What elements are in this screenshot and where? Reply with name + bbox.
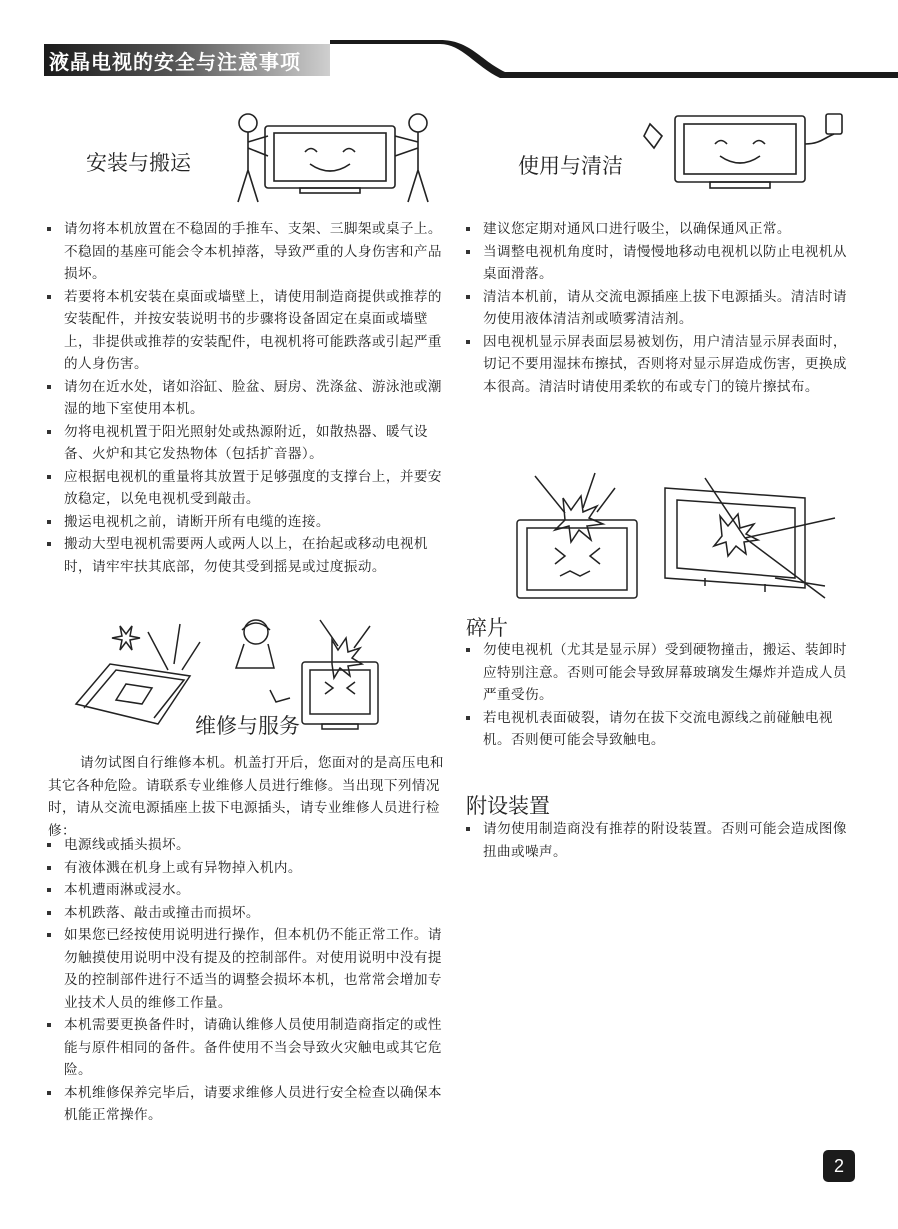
service-item: 有液体溅在机身上或有异物掉入机内。 — [46, 857, 442, 880]
cleaning-tv-illustration — [640, 104, 850, 196]
section-title-accessory: 附设装置 — [466, 794, 550, 818]
service-item: 本机需要更换备件时，请确认维修人员使用制造商指定的或性能与原件相同的备件。备件使用不当会导致火灾触电或其它危险。 — [46, 1014, 442, 1082]
accessory-item: 请勿使用制造商没有推荐的附设装置。否则可能会造成图像扭曲或噪声。 — [465, 818, 857, 863]
install-item: 若要将本机安装在桌面或墙壁上，请使用制造商提供或推荐的安装配件，并按安装说明书的步骤将设备固定在桌面或墙壁上，非提供或推荐的安装配件，电视机将可能跌落或引起严重的人身伤害。 — [46, 286, 442, 376]
use-item: 因电视机显示屏表面层易被划伤，用户清洁显示屏表面时，切记不要用湿抹布擦拭，否则将对显示屏造成伤害，更换成本很高。清洁时请使用柔软的布或专门的镜片擦拭布。 — [465, 331, 857, 399]
service-item: 本机遭雨淋或浸水。 — [46, 879, 442, 902]
section-title-debris: 碎片 — [466, 616, 508, 640]
service-list — [46, 834, 442, 1127]
header-band — [0, 0, 898, 90]
use-item: 清洁本机前，请从交流电源插座上拔下电源插头。清洁时请勿使用液体清洁剂或喷雾清洁剂。 — [465, 286, 857, 331]
section-title-install: 安装与搬运 — [86, 151, 191, 175]
install-item: 请勿将本机放置在不稳固的手推车、支架、三脚架或桌子上。不稳固的基座可能会令本机掉落，导致严重的人身伤害和产品损坏。 — [46, 218, 442, 286]
use-item: 当调整电视机角度时，请慢慢地移动电视机以防止电视机从桌面滑落。 — [465, 241, 857, 286]
section-title-service: 维修与服务 — [195, 714, 300, 738]
carrying-tv-illustration — [230, 108, 440, 204]
install-list — [46, 218, 442, 578]
accessory-list — [465, 818, 857, 863]
page-number: 2 — [823, 1150, 855, 1182]
debris-item: 勿使电视机（尤其是显示屏）受到硬物撞击，搬运、装卸时应特别注意。否则可能会导致屏幕玻璃发生爆炸并造成人员严重受伤。 — [465, 639, 857, 707]
install-item: 勿将电视机置于阳光照射处或热源附近，如散热器、暖气设备、火炉和其它发热物体（包括扩音器）。 — [46, 421, 442, 466]
debris-item: 若电视机表面破裂，请勿在拔下交流电源线之前碰触电视机。否则便可能会导致触电。 — [465, 707, 857, 752]
service-intro: 请勿试图自行维修本机。机盖打开后，您面对的是高压电和其它各种危险。请联系专业维修人员进行维修。当出现下列情况时，请从交流电源插座上拔下电源插头，请专业维修人员进行检修： — [48, 755, 444, 839]
broken-screen-illustration — [505, 468, 865, 618]
service-item: 电源线或插头损坏。 — [46, 834, 442, 857]
use-list — [465, 218, 857, 398]
install-item: 搬动大型电视机需要两人或两人以上，在抬起或移动电视机时，请牢牢扶其底部，勿使其受到摇晃或过度振动。 — [46, 533, 442, 578]
page-title: 液晶电视的安全与注意事项 — [49, 50, 301, 74]
section-title-use: 使用与清洁 — [518, 154, 623, 178]
service-item: 本机跌落、敲击或撞击而损坏。 — [46, 902, 442, 925]
install-item: 搬运电视机之前，请断开所有电缆的连接。 — [46, 511, 442, 534]
service-item: 本机维修保养完毕后，请要求维修人员进行安全检查以确保本机能正常操作。 — [46, 1082, 442, 1127]
install-item: 请勿在近水处，诸如浴缸、脸盆、厨房、洗涤盆、游泳池或潮湿的地下室使用本机。 — [46, 376, 442, 421]
install-item: 应根据电视机的重量将其放置于足够强度的支撑台上，并要安放稳定，以免电视机受到敲击。 — [46, 466, 442, 511]
use-item: 建议您定期对通风口进行吸尘，以确保通风正常。 — [465, 218, 857, 241]
debris-list — [465, 639, 857, 752]
service-item: 如果您已经按使用说明进行操作，但本机仍不能正常工作。请勿触摸使用说明中没有提及的控制部件。对使用说明中没有提及的控制部件进行不适当的调整会损坏本机，也常常会增加专业技术人员的维修工作量。 — [46, 924, 442, 1014]
